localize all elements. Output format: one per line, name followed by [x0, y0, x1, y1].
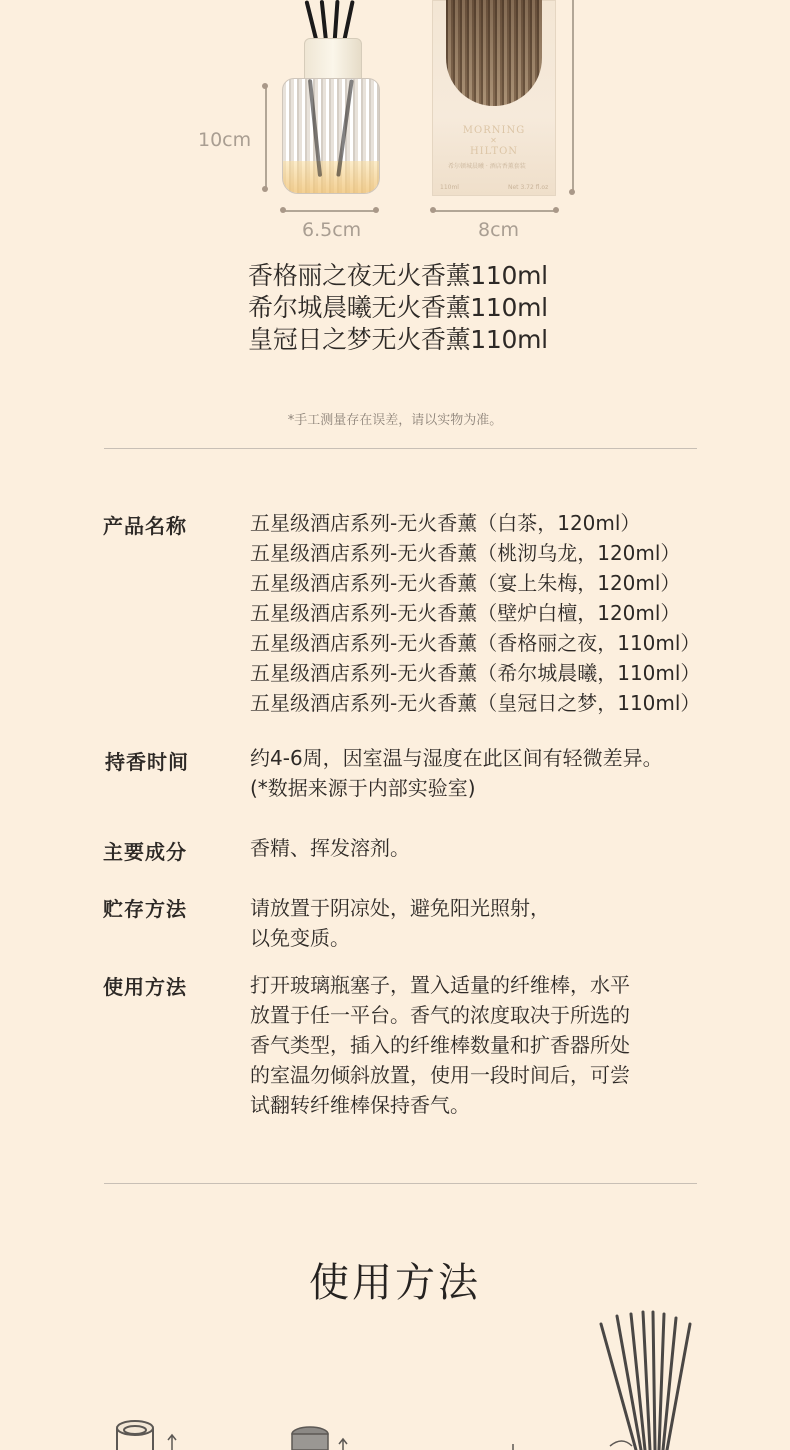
glass-bottle [282, 78, 380, 194]
divider [104, 1183, 697, 1184]
spec-line: (*数据来源于内部实验室) [250, 776, 476, 800]
product-name-list [248, 260, 548, 356]
bottle-cap [304, 38, 362, 80]
dimension-end-dot [430, 207, 436, 213]
spec-line: 打开玻璃瓶塞子，置入适量的纤维棒，水平 [250, 973, 630, 997]
box-volume-text: 110ml [440, 184, 459, 191]
spec-line: 香气类型，插入的纤维棒数量和扩香器所处 [250, 1033, 630, 1057]
spec-value-product-name [250, 508, 700, 718]
box-small-text: 希尔顿城晨曦 · 酒店香薰套装 [448, 163, 526, 170]
stopper-icon [117, 1421, 153, 1450]
spec-line: 试翻转纤维棒保持香气。 [250, 1093, 470, 1117]
product-name: 香格丽之夜无火香薰110ml [248, 261, 548, 290]
spec-line: 五星级酒店系列-无火香薰（壁炉白檀，120ml） [250, 601, 681, 625]
box-window-artwork [446, 0, 542, 106]
spec-label-usage: 使用方法 [103, 975, 187, 999]
bottle-width-dimension-line [284, 210, 376, 212]
box-net-text: Net 3.72 fl.oz [508, 184, 549, 191]
box-brand-line1: MORNING [462, 125, 526, 136]
product-name: 希尔城晨曦无火香薰110ml [248, 293, 548, 322]
spec-line: 请放置于阴凉处，避免阳光照射， [250, 896, 550, 920]
spec-line: 五星级酒店系列-无火香薰（宴上朱梅，120ml） [250, 571, 681, 595]
rotate-arrow-icon [610, 1441, 632, 1446]
product-name: 皇冠日之梦无火香薰110ml [248, 325, 548, 354]
spec-label-storage: 贮存方法 [103, 897, 187, 921]
spec-value-usage [250, 970, 630, 1120]
box-width-label: 8cm [478, 219, 520, 241]
spec-value-duration [250, 743, 663, 803]
spec-line: 约4-6周，因室温与湿度在此区间有轻微差异。 [250, 746, 663, 770]
height-label: 10cm [198, 129, 252, 151]
spec-value-ingredients [250, 833, 410, 863]
arrow-icon [168, 1435, 176, 1450]
spec-line: 放置于任一平台。香气的浓度取决于所选的 [250, 1003, 630, 1027]
bottle-width-label: 6.5cm [302, 219, 362, 241]
dimension-end-dot [262, 83, 268, 89]
spec-label-ingredients: 主要成分 [103, 840, 187, 864]
usage-section-title: 使用方法 [309, 1260, 481, 1306]
spec-line: 五星级酒店系列-无火香薰（白茶，120ml） [250, 511, 641, 535]
spec-value-storage [250, 893, 550, 953]
spec-line: 以免变质。 [250, 926, 350, 950]
measurement-note: *手工测量存在误差，请以实物为准。 [287, 413, 503, 428]
spec-label-product-name: 产品名称 [103, 514, 187, 538]
box-brand-separator: ✕ [490, 136, 498, 145]
spec-line: 五星级酒店系列-无火香薰（香格丽之夜，110ml） [250, 631, 701, 655]
height-dimension-line [265, 86, 267, 190]
dimension-end-dot [262, 186, 268, 192]
spec-line: 的室温勿倾斜放置，使用一段时间后，可尝 [250, 1063, 630, 1087]
dimension-end-dot [569, 189, 575, 195]
box-height-dimension-line [572, 0, 574, 192]
dimension-end-dot [280, 207, 286, 213]
box-brand-line2: HILTON [469, 146, 519, 157]
spec-label-duration: 持香时间 [105, 750, 189, 774]
arrow-icon [339, 1439, 347, 1450]
dimension-end-dot [373, 207, 379, 213]
reed-bundle-icon [601, 1312, 690, 1450]
bottle-neck-icon [292, 1427, 328, 1450]
divider [104, 448, 697, 449]
spec-line: 五星级酒店系列-无火香薰（桃沏乌龙，120ml） [250, 541, 681, 565]
spec-line: 五星级酒店系列-无火香薰（希尔城晨曦，110ml） [250, 661, 701, 685]
spec-line: 五星级酒店系列-无火香薰（皇冠日之梦，110ml） [250, 691, 701, 715]
box-width-dimension-line [434, 210, 556, 212]
fragrance-liquid [283, 161, 379, 193]
usage-step-illustrations [0, 1300, 790, 1450]
dimension-end-dot [553, 207, 559, 213]
spec-line: 香精、挥发溶剂。 [250, 836, 410, 860]
